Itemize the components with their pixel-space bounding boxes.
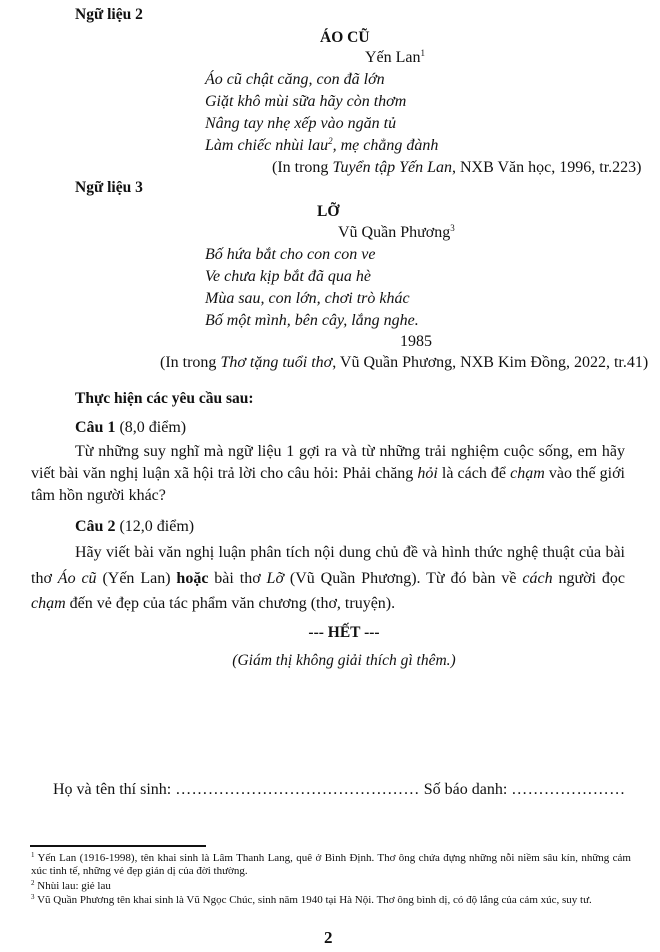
candidate-id-label: Số báo danh: <box>419 781 512 798</box>
poem-author-yen-lan <box>365 48 425 68</box>
section-heading-ngu-lieu-3: Ngữ liệu 3 <box>75 179 143 196</box>
footnote-2 <box>31 880 631 893</box>
poem-author-vu-quan-phuong <box>338 223 455 243</box>
footnote-separator <box>30 845 206 847</box>
text-run: (Vũ Quần Phương). Từ đó bàn về <box>283 569 523 587</box>
poem-line-text: , mẹ chẳng đành <box>332 137 439 154</box>
citation-ao-cu <box>272 158 641 178</box>
footnote-ref: 1 <box>420 48 426 58</box>
emphasis-hoac: hoặc <box>176 569 209 587</box>
citation-lo <box>160 353 648 373</box>
text-run: Từ những suy nghĩ mà ngữ liệu 1 gợi ra và từ những trải nghiệm cuộc sống, em hãy viết bài văn nghị luận xã hội trả lời cho câu hỏi: Phải chăng <box>31 443 625 482</box>
poem-line <box>205 136 438 156</box>
emphasis-hoi: hỏi <box>417 465 438 482</box>
footnote-ref: 2 <box>328 136 333 146</box>
section-heading-ngu-lieu-2: Ngữ liệu 2 <box>75 6 143 23</box>
poem-line: Áo cũ chật căng, con đã lớn <box>205 71 385 88</box>
citation-book-title: Tuyển tập Yến Lan <box>332 159 452 176</box>
citation-book-title: Thơ tặng tuổi thơ <box>220 354 333 371</box>
poem-line: Mùa sau, con lớn, chơi trò khác <box>205 290 410 307</box>
author-name: Vũ Quần Phương <box>338 224 451 241</box>
candidate-name-label: Họ và tên thí sinh: <box>53 781 176 798</box>
question-2-header <box>75 517 194 537</box>
author-name: Yến Lan <box>365 49 421 66</box>
question-points: (8,0 điểm) <box>115 419 187 436</box>
emphasis-cach: cách <box>522 569 553 587</box>
text-run: (Yến Lan) <box>96 569 177 587</box>
emphasis-ao-cu: Áo cũ <box>57 569 97 587</box>
text-run: Hãy viết bài văn nghị luận phân tích nội dung chủ đề và hình thức nghệ thuật của bài thơ <box>31 544 625 587</box>
poem-line-text: Làm chiếc nhùi lau <box>205 137 329 154</box>
text-run: bài thơ <box>208 569 267 587</box>
footnote-text: Vũ Quần Phương tên khai sinh là Vũ Ngọc Chúc, sinh năm 1940 tại Hà Nội. Thơ ông bình dị, có độ lắng của cảm xúc, suy tư. <box>37 894 592 906</box>
citation-text: (In trong <box>272 159 333 176</box>
footnote-text: Yến Lan (1916-1998), tên khai sinh là Lâm Thanh Lang, quê ở Bình Định. Thơ ông chứa đựng những nỗi niềm sâu kín, những cảm xúc tinh tế, những vẻ đẹp giản dị của đời thường. <box>31 852 631 877</box>
candidate-info-line <box>53 780 625 800</box>
candidate-id-field[interactable]: ………………… <box>511 781 626 798</box>
poem-title-ao-cu: ÁO CŨ <box>320 29 370 46</box>
footnote-number: 2 <box>31 879 35 887</box>
citation-text: , NXB Văn học, 1996, tr.223) <box>452 159 642 176</box>
poem-year: 1985 <box>400 333 432 350</box>
page-number: 2 <box>324 928 333 947</box>
poem-line: Nâng tay nhẹ xếp vào ngăn tủ <box>205 115 397 132</box>
question-label: Câu 1 <box>75 419 116 436</box>
text-run: người đọc <box>552 569 626 587</box>
tasks-heading: Thực hiện các yêu cầu sau: <box>75 390 254 407</box>
citation-text: , Vũ Quần Phương, NXB Kim Đồng, 2022, tr.41) <box>332 354 649 371</box>
text-run: vào thế giới tâm hồn người khác? <box>31 465 626 504</box>
question-points: (12,0 điểm) <box>115 518 195 535</box>
poem-line: Ve chưa kịp bắt đã qua hè <box>205 268 372 285</box>
end-marker: --- HẾT --- <box>308 624 380 641</box>
footnote-1 <box>31 852 631 878</box>
poem-line: Bố một mình, bên cây, lắng nghe. <box>205 312 419 329</box>
question-1-header <box>75 418 186 438</box>
poem-line: Bố hứa bắt cho con con ve <box>205 246 376 263</box>
footnote-number: 1 <box>31 851 35 859</box>
proctor-note: (Giám thị không giải thích gì thêm.) <box>232 652 456 669</box>
emphasis-lo: Lỡ <box>266 569 284 587</box>
poem-line: Giặt khô mùi sữa hãy còn thơm <box>205 93 407 110</box>
question-2-text <box>31 540 625 617</box>
footnote-text: Nhùi lau: giẻ lau <box>37 880 111 892</box>
emphasis-cham: chạm <box>31 595 66 612</box>
footnote-number: 3 <box>31 893 35 901</box>
citation-text: (In trong <box>160 354 221 371</box>
poem-title-lo: LỠ <box>317 203 340 220</box>
text-run: đến vẻ đẹp của tác phẩm văn chương (thơ, truyện). <box>65 595 396 612</box>
candidate-name-field[interactable]: ……………………………………… <box>175 781 420 798</box>
text-run: là cách để <box>437 465 511 482</box>
footnote-ref: 3 <box>450 223 455 233</box>
footnote-3 <box>31 894 631 907</box>
question-1-text <box>31 441 625 507</box>
question-label: Câu 2 <box>75 518 116 535</box>
emphasis-cham: chạm <box>510 465 545 482</box>
